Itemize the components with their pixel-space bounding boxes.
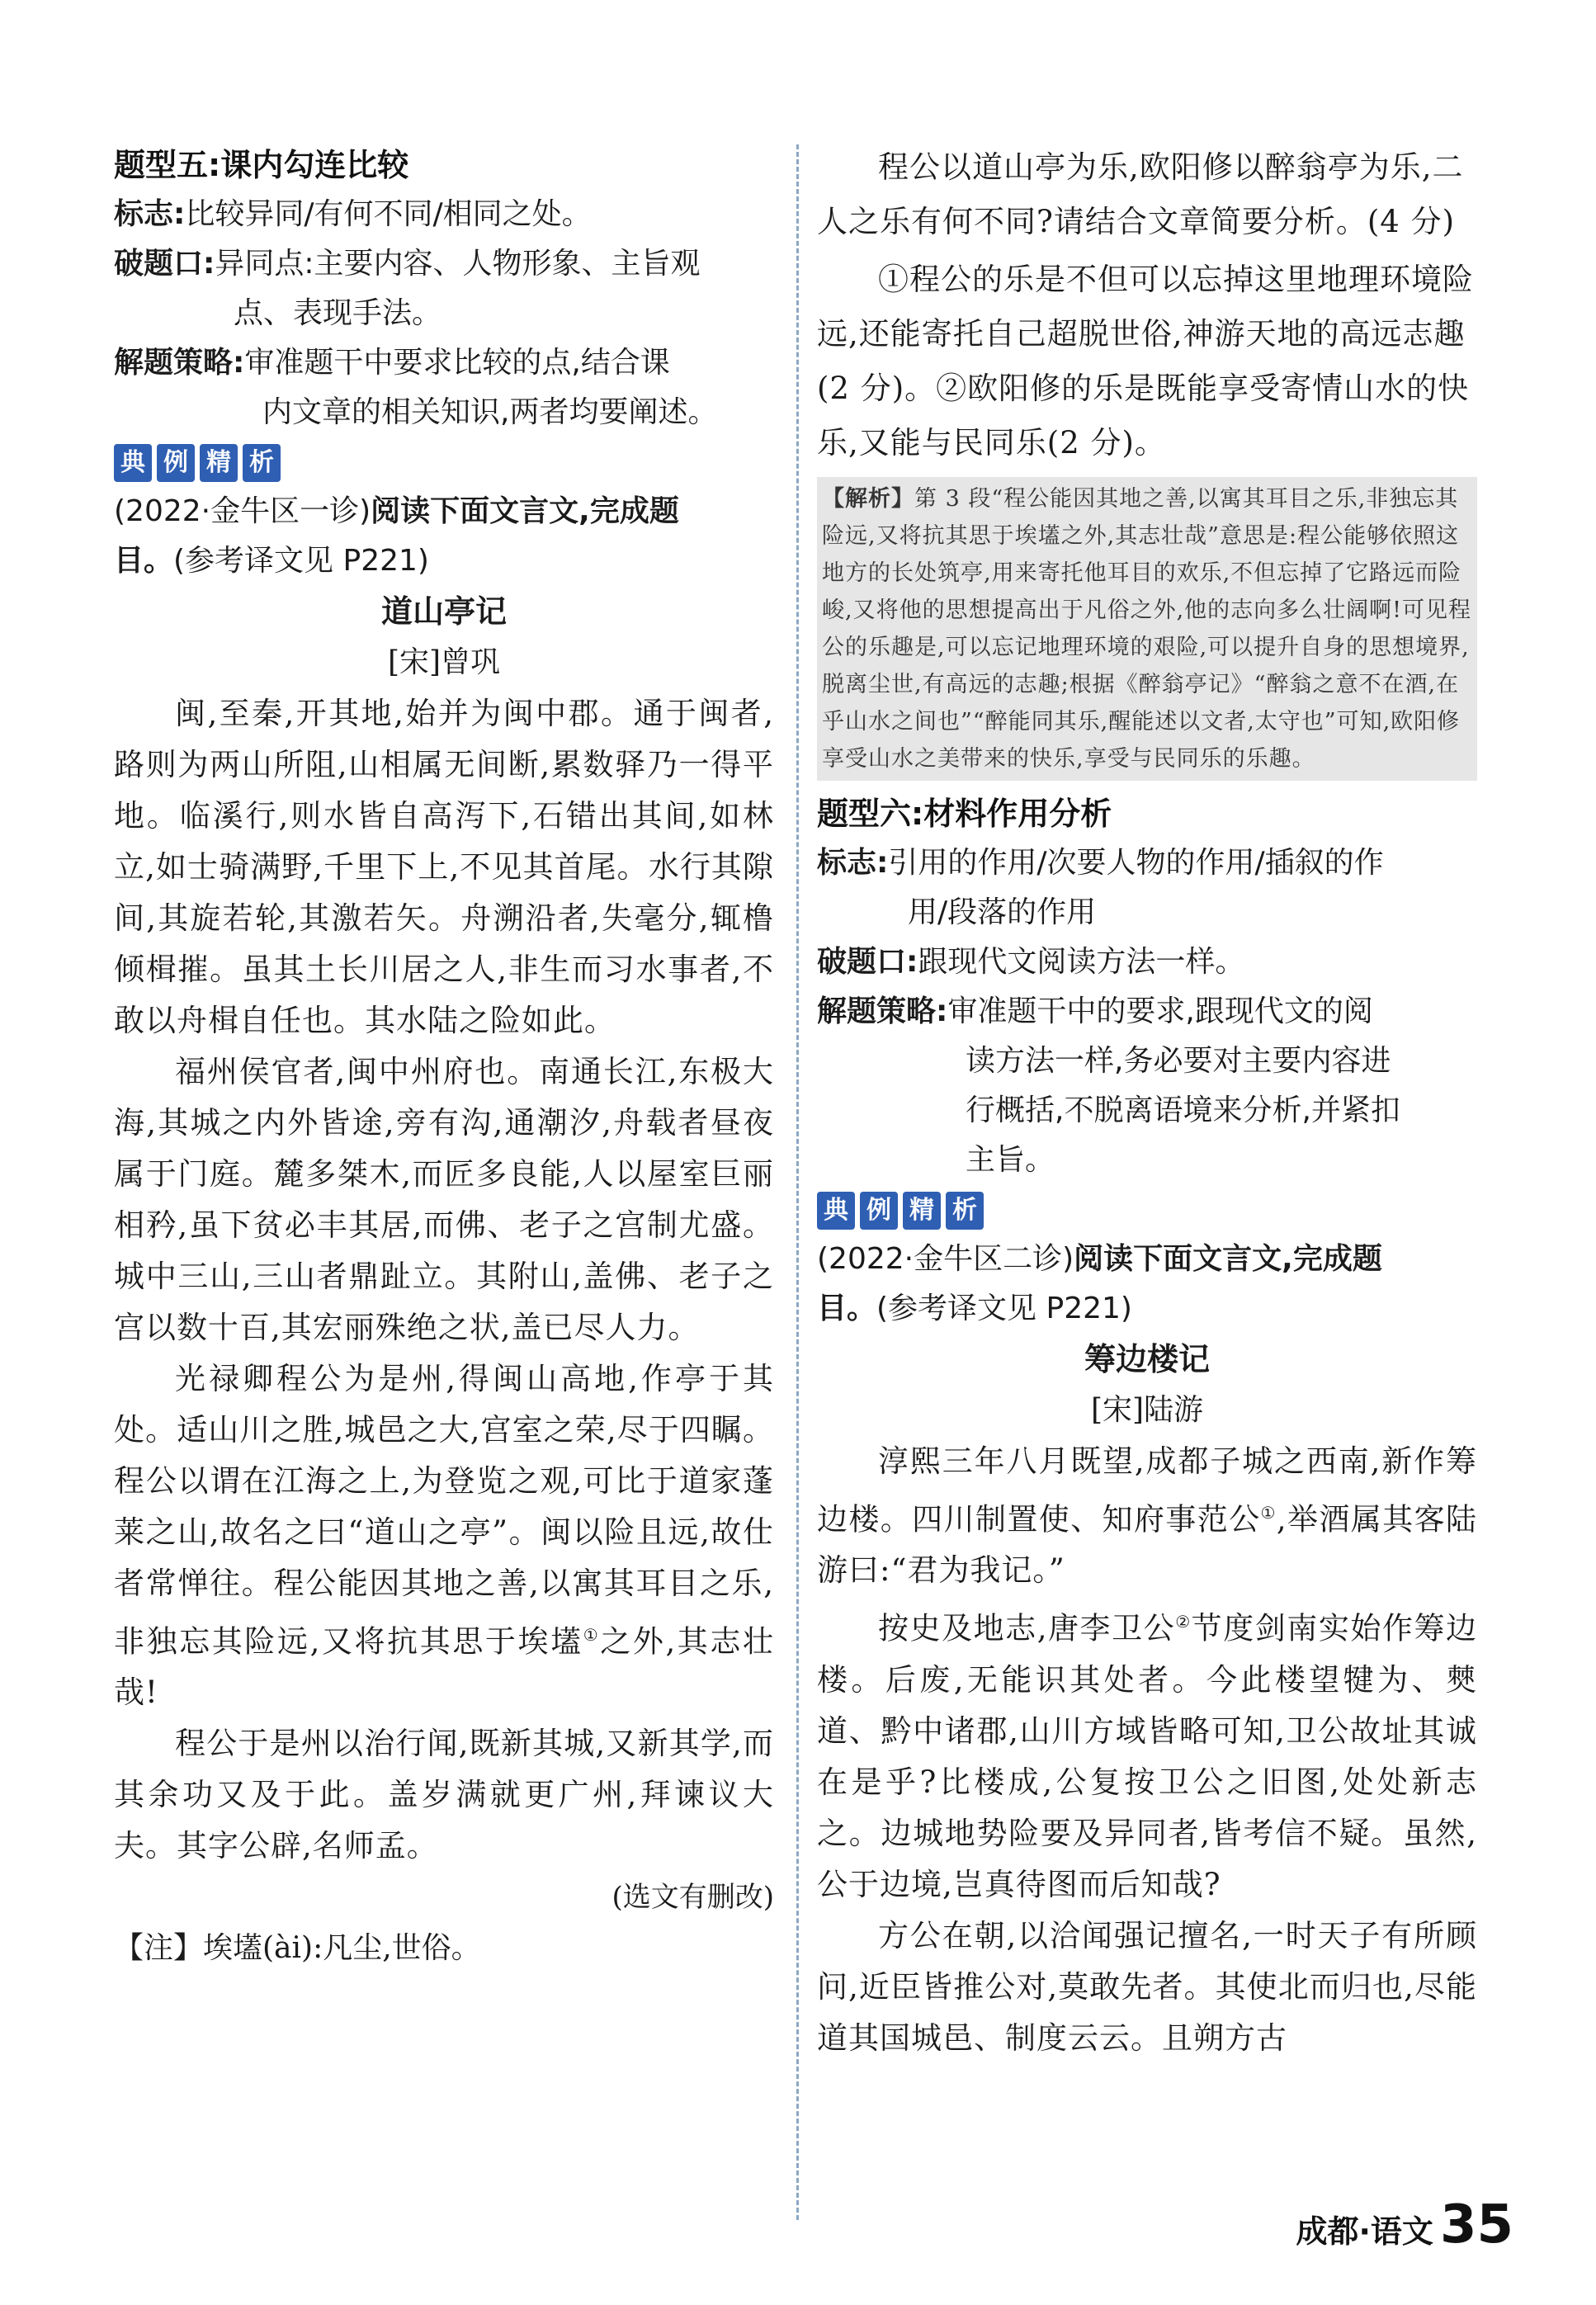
passage-paragraph — [817, 1596, 1477, 1910]
footnote-marker: ① — [583, 1625, 601, 1645]
type5-strategy-text2: 内文章的相关知识,两者均要阐述。 — [262, 395, 718, 429]
type6-strategy-text2: 读方法一样,务必要对主要内容进 — [966, 1044, 1391, 1078]
left-column — [114, 140, 774, 1974]
type5-break — [114, 239, 774, 289]
example-source — [817, 1235, 1477, 1334]
footer-label: 成都·语文 — [1296, 2213, 1433, 2250]
right-column — [817, 140, 1477, 2064]
type5-break-text2: 点、表现手法。 — [234, 296, 442, 330]
footnote-marker: ① — [1260, 1503, 1277, 1523]
badge-char: 精 — [200, 444, 238, 482]
badge-char: 析 — [946, 1192, 984, 1230]
edited-note: (选文有删改) — [611, 1881, 774, 1915]
question-text: 程公以道山亭为乐,欧阳修以醉翁亭为乐,二人之乐有何不同?请结合文章简要分析。(4 分) — [817, 149, 1464, 239]
passage-paragraph: 方公在朝,以洽闻强记擅名,一时天子有所顾问,近臣皆推公对,莫敢先者。其使北而归也,尽能道其国城邑、制度云云。且朔方古 — [817, 1917, 1477, 2056]
paragraph-text: 淳熙三年八月既望,成都子城之西南,新作筹边楼。四川制置使、知府事范公 — [817, 1443, 1477, 1537]
source-bold: 阅读下面文言文,完成题 — [371, 494, 679, 528]
type6-break-label: 破题口: — [817, 945, 918, 979]
passage-paragraph: 闽,至秦,开其地,始并为闽中郡。通于闽者,路则为两山所阻,山相属无间断,累数驿乃一得平地。临溪行,则水皆自高泻下,石错出其间,如林立,如士骑满野,千里下上,不见其首尾。水行其隙间,其旋若轮,其激若矢。舟溯沿者,失毫分,辄橹倾楫摧。虽其土长川居之人,非生而习水事者,不敢以舟楫自任也。其水陆之险如此。 — [114, 696, 774, 1038]
page-number: 35 — [1439, 2194, 1513, 2255]
source-plain: (2022·金牛区二诊) — [817, 1242, 1074, 1276]
type5-sign — [114, 190, 774, 239]
source-ref: (参考译文见 P221) — [173, 544, 429, 578]
passage-author: [宋]曾巩 — [387, 645, 501, 679]
example-badge — [817, 1192, 1477, 1230]
paragraph-text: 之外,其志壮哉! — [114, 1623, 774, 1711]
type6-strategy-text1: 审准题干中的要求,跟现代文的阅 — [947, 994, 1373, 1028]
analysis-box — [817, 477, 1477, 781]
type5-title: 题型五:课内勾连比较 — [114, 147, 409, 183]
type6-break — [817, 938, 1477, 987]
type5-strategy-text1: 审准题干中要求比较的点,结合课 — [244, 346, 670, 380]
source-plain: (2022·金牛区一诊) — [114, 494, 371, 528]
type5-strategy-label: 解题策略: — [114, 346, 245, 380]
type6-strategy — [817, 987, 1477, 1037]
type6-title: 题型六:材料作用分析 — [817, 796, 1112, 832]
badge-char: 析 — [243, 444, 281, 482]
badge-char: 例 — [860, 1192, 898, 1230]
type5-break-text1: 异同点:主要内容、人物形象、主旨观 — [215, 247, 701, 281]
passage-title: 筹边楼记 — [1084, 1341, 1210, 1377]
source-bold2: 目。 — [817, 1292, 877, 1325]
page-footer — [1296, 2194, 1514, 2255]
type6-strategy-text3: 行概括,不脱离语境来分析,并紧扣 — [966, 1093, 1400, 1127]
type6-strategy-label: 解题策略: — [817, 994, 948, 1028]
passage-paragraph — [114, 1353, 774, 1718]
paragraph-text: 光禄卿程公为是州,得闽山高地,作亭于其处。适山川之胜,城邑之大,宫室之荣,尽于四瞩。程公以谓在江海之上,为登览之观,可比于道家蓬莱之山,故名之曰“道山之亭”。闽以险且远,故仕者常惮往。程公能因其地之善,以寓其耳目之乐,非独忘其险远,又将抗其思于埃壒 — [114, 1361, 774, 1660]
badge-char: 例 — [157, 444, 195, 482]
type5-strategy — [114, 338, 774, 388]
type5-break-label: 破题口: — [114, 247, 215, 281]
badge-char: 典 — [817, 1192, 855, 1230]
source-ref: (参考译文见 P221) — [876, 1292, 1132, 1325]
type6-break-text: 跟现代文阅读方法一样。 — [918, 945, 1245, 979]
footnote-marker: ② — [1175, 1612, 1192, 1632]
source-bold: 阅读下面文言文,完成题 — [1074, 1242, 1382, 1276]
passage-author: [宋]陆游 — [1090, 1393, 1204, 1427]
passage-paragraph — [817, 1436, 1477, 1596]
analysis-text: 第 3 段“程公能因其地之善,以寓其耳目之乐,非独忘其险远,又将抗其思于埃壒之外,其志壮哉”意思是:程公能够依照这地方的长处筑亭,用来寄托他耳目的欢乐,不但忘掉了它路远而险峻,又将他的思想提高出于凡俗之外,他的志向多么壮阔啊!可见程公的乐趣是,可以忘记地理环境的艰险,可以提升自身的思想境界,脱离尘世,有高远的志趣;根据《醉翁亭记》“醉翁之意不在酒,在乎山水之间也”“醉能同其乐,醒能述以文者,太守也”可知,欧阳修享受山水之美带来的快乐,享受与民同乐的乐趣。 — [822, 486, 1472, 772]
type6-sign-text2: 用/段落的作用 — [908, 895, 1097, 929]
example-badge — [114, 444, 774, 482]
footnote: 【注】埃壒(ài):凡尘,世俗。 — [114, 1931, 481, 1966]
type6-sign — [817, 838, 1477, 888]
type6-strategy-text4: 主旨。 — [966, 1143, 1055, 1177]
badge-char: 精 — [903, 1192, 941, 1230]
answer-text: ①程公的乐是不但可以忘掉这里地理环境险远,还能寄托自己超脱世俗,神游天地的高远志趣(2 分)。②欧阳修的乐是既能享受寄情山水的快乐,又能与民同乐(2 分)。 — [817, 262, 1474, 461]
analysis-tag: 【解析】 — [822, 486, 914, 512]
type6-sign-text1: 引用的作用/次要人物的作用/插叙的作 — [888, 846, 1384, 880]
badge-char: 典 — [114, 444, 152, 482]
passage-paragraph: 福州侯官者,闽中州府也。南通长江,东极大海,其城之内外皆途,旁有沟,通潮汐,舟载者昼夜属于门庭。麓多桀木,而匠多良能,人以屋室巨丽相矜,虽下贫必丰其居,而佛、老子之宫制尤盛。城中三山,三山者鼎趾立。其附山,盖佛、老子之宫以数十百,其宏丽殊绝之状,盖已尽人力。 — [114, 1054, 774, 1345]
passage-title: 道山亭记 — [380, 593, 507, 630]
paragraph-text: ,举酒属其客陆游曰:“君为我记。” — [817, 1501, 1477, 1589]
passage-paragraph: 程公于是州以治行闻,既新其城,又新其学,而其余功又及于此。盖岁满就更广州,拜谏议大夫。其字公辟,名师孟。 — [114, 1726, 774, 1864]
column-divider — [796, 144, 799, 2220]
type5-sign-text: 比较异同/有何不同/相同之处。 — [185, 197, 592, 231]
example-source — [114, 487, 774, 586]
paragraph-text: 按史及地志,唐李卫公 — [878, 1610, 1176, 1646]
paragraph-text: 节度剑南实始作筹边楼。后废,无能识其处者。今此楼望犍为、僰道、黔中诸郡,山川方域皆略可知,卫公故址其诚在是乎?比楼成,公复按卫公之旧图,处处新志之。边城地势险要及异同者,皆考信不疑。虽然,公于边境,岂真待图而后知哉? — [817, 1610, 1478, 1902]
source-bold2: 目。 — [114, 544, 174, 578]
type6-sign-label: 标志: — [817, 846, 889, 880]
type5-sign-label: 标志: — [114, 197, 186, 231]
